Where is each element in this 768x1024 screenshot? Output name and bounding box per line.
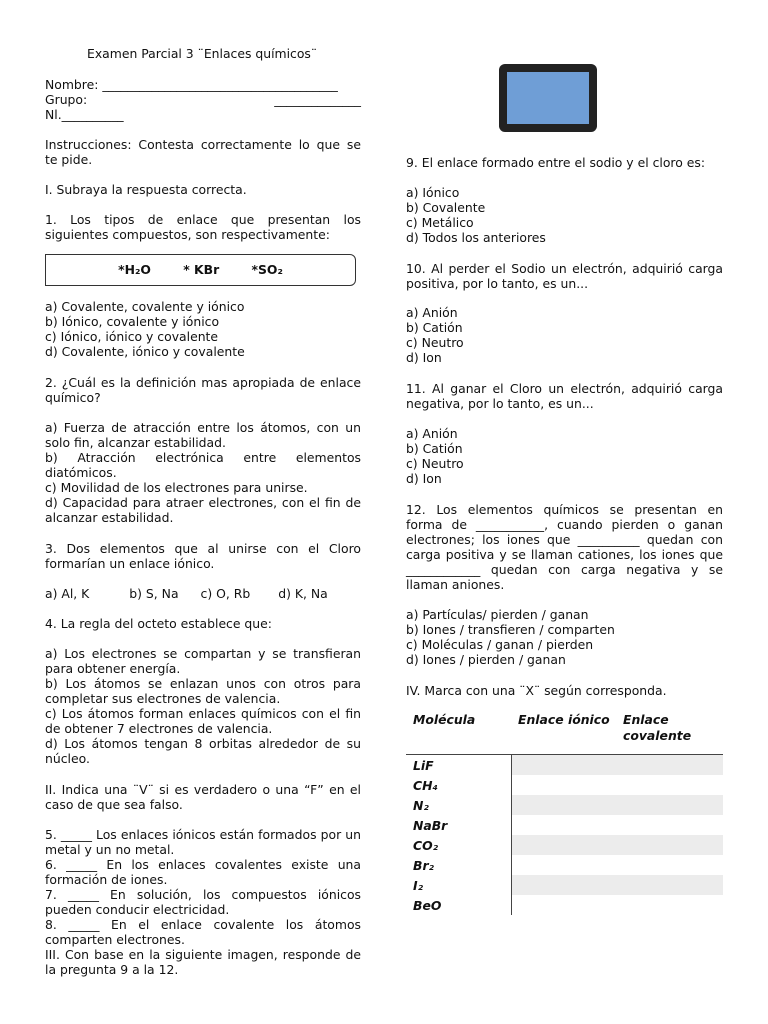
option[interactable]: a) Partículas/ pierden / ganan xyxy=(406,607,589,622)
option[interactable]: c) Moléculas / ganan / pierden xyxy=(406,637,594,652)
section-4-heading: IV. Marca con una ¨X¨ según corresponda. xyxy=(406,683,667,698)
molecule-cell: CO₂ xyxy=(413,837,439,853)
question-3: 3. Dos elementos que al unirse con el Cloro formarían un enlace iónico. xyxy=(45,541,361,571)
section-2-heading: II. Indica una ¨V¨ si es verdadero o una “F” en el caso de que sea falso. xyxy=(45,782,361,812)
answer-cell[interactable] xyxy=(511,775,723,795)
table-row xyxy=(406,795,723,815)
option[interactable]: b) Atracción electrónica entre elementos diatómicos. xyxy=(45,450,361,480)
header-covalente: Enlace covalente xyxy=(623,712,692,743)
nl-field[interactable]: Nl.__________ xyxy=(45,107,124,122)
option[interactable]: a) Anión xyxy=(406,305,458,320)
question-12: 12. Los elementos químicos se presentan en forma de ___________, cuando pierden o ganan electrones; los iones que __________ quedan con carga positiva y se llaman cationes, los iones que ____________ quedan con carga negativa y se llaman aniones. xyxy=(406,502,723,592)
option[interactable]: c) Neutro xyxy=(406,456,464,471)
option[interactable]: b) Catión xyxy=(406,441,463,456)
option[interactable]: b) S, Na xyxy=(129,586,179,601)
molecule-cell: CH₄ xyxy=(413,777,438,793)
question-9: 9. El enlace formado entre el sodio y el cloro es: xyxy=(406,155,706,170)
option[interactable]: d) Covalente, iónico y covalente xyxy=(45,344,245,359)
monitor-screen xyxy=(507,72,589,124)
compound: * KBr xyxy=(183,262,220,277)
option[interactable]: d) Los átomos tengan 8 orbitas alrededor de su núcleo. xyxy=(45,736,361,766)
answer-cell[interactable] xyxy=(511,895,723,915)
student-fields xyxy=(45,77,361,122)
option[interactable]: c) Los átomos forman enlaces químicos con el fin de obtener 7 electrones de valencia. xyxy=(45,706,361,736)
question-12-options xyxy=(406,607,723,667)
question-11: 11. Al ganar el Cloro un electrón, adquirió carga negativa, por lo tanto, es un... xyxy=(406,381,723,411)
option[interactable]: c) Neutro xyxy=(406,335,464,350)
question-5: 5. _____ Los enlaces iónicos están formados por un metal y un no metal. xyxy=(45,827,361,857)
option[interactable]: b) Iónico, covalente y iónico xyxy=(45,314,220,329)
table-row xyxy=(406,815,723,835)
question-3-options xyxy=(45,586,361,601)
table-row xyxy=(406,875,723,895)
option[interactable]: b) Covalente xyxy=(406,200,486,215)
molecule-cell: Br₂ xyxy=(413,857,434,873)
molecule-cell: N₂ xyxy=(413,797,429,813)
question-4: 4. La regla del octeto establece que: xyxy=(45,616,272,631)
answer-cell[interactable] xyxy=(511,835,723,855)
section-1-heading: I. Subraya la respuesta correcta. xyxy=(45,182,247,197)
option[interactable]: a) Los electrones se compartan y se transfieran para obtener energía. xyxy=(45,646,361,676)
header-molecula: Molécula xyxy=(413,712,476,727)
exam-title: Examen Parcial 3 ¨Enlaces químicos¨ xyxy=(87,46,318,61)
option[interactable]: c) Iónico, iónico y covalente xyxy=(45,329,219,344)
nombre-field[interactable]: Nombre: ______________________________________ xyxy=(45,77,338,92)
table-row xyxy=(406,895,723,915)
molecule-cell: BeO xyxy=(413,897,442,913)
grupo-label: Grupo: xyxy=(45,92,88,107)
molecule-cell: I₂ xyxy=(413,877,424,893)
question-4-options xyxy=(45,646,361,766)
option[interactable]: d) Ion xyxy=(406,471,442,486)
question-9-options xyxy=(406,185,723,245)
option[interactable]: d) K, Na xyxy=(278,586,328,601)
option[interactable]: d) Todos los anteriores xyxy=(406,230,546,245)
bond-table xyxy=(406,708,723,915)
option[interactable]: a) Al, K xyxy=(45,586,90,601)
table-row xyxy=(406,835,723,855)
option[interactable]: d) Iones / pierden / ganan xyxy=(406,652,566,667)
question-2: 2. ¿Cuál es la definición mas apropiada de enlace químico? xyxy=(45,375,361,405)
compound: *H₂O xyxy=(118,262,151,277)
compounds-box xyxy=(45,254,356,286)
option[interactable]: a) Iónico xyxy=(406,185,460,200)
question-10-options xyxy=(406,305,723,365)
grupo-field[interactable]: ______________ xyxy=(274,92,361,107)
molecule-cell: NaBr xyxy=(413,817,448,833)
question-7: 7. _____ En solución, los compuestos iónicos pueden conducir electricidad. xyxy=(45,887,361,917)
option[interactable]: b) Iones / transfieren / comparten xyxy=(406,622,615,637)
question-11-options xyxy=(406,426,723,486)
answer-cell[interactable] xyxy=(511,815,723,835)
monitor-image xyxy=(499,64,597,132)
option[interactable]: a) Fuerza de atracción entre los átomos, con un solo fin, alcanzar estabilidad. xyxy=(45,420,361,450)
table-row xyxy=(406,855,723,875)
table-row xyxy=(406,775,723,795)
question-10: 10. Al perder el Sodio un electrón, adquirió carga positiva, por lo tanto, es un... xyxy=(406,261,723,291)
option[interactable]: c) Movilidad de los electrones para unirse. xyxy=(45,480,308,495)
option[interactable]: b) Los átomos se enlazan unos con otros para completar sus electrones de valencia. xyxy=(45,676,361,706)
question-8: 8. _____ En el enlace covalente los átomos comparten electrones. xyxy=(45,917,361,947)
answer-cell[interactable] xyxy=(511,875,723,895)
question-6: 6. _____ En los enlaces covalentes existe una formación de iones. xyxy=(45,857,361,887)
table-row xyxy=(406,755,723,776)
option[interactable]: a) Anión xyxy=(406,426,458,441)
question-1-options xyxy=(45,299,361,359)
question-1: 1. Los tipos de enlace que presentan los siguientes compuestos, son respectivamente: xyxy=(45,212,361,242)
instructions: Instrucciones: Contesta correctamente lo que se te pide. xyxy=(45,137,361,167)
true-false-items xyxy=(45,827,361,977)
compound: *SO₂ xyxy=(251,262,283,277)
question-2-options xyxy=(45,420,361,525)
option[interactable]: d) Ion xyxy=(406,350,442,365)
answer-cell[interactable] xyxy=(511,755,723,776)
option[interactable]: c) O, Rb xyxy=(200,586,251,601)
molecule-cell: LiF xyxy=(413,757,434,773)
option[interactable]: d) Capacidad para atraer electrones, con el fin de alcanzar estabilidad. xyxy=(45,495,361,525)
answer-cell[interactable] xyxy=(511,795,723,815)
option[interactable]: a) Covalente, covalente y iónico xyxy=(45,299,245,314)
answer-cell[interactable] xyxy=(511,855,723,875)
option[interactable]: c) Metálico xyxy=(406,215,474,230)
section-3-heading: III. Con base en la siguiente imagen, responde de la pregunta 9 a la 12. xyxy=(45,947,361,977)
option[interactable]: b) Catión xyxy=(406,320,463,335)
header-ionico: Enlace iónico xyxy=(518,712,610,727)
